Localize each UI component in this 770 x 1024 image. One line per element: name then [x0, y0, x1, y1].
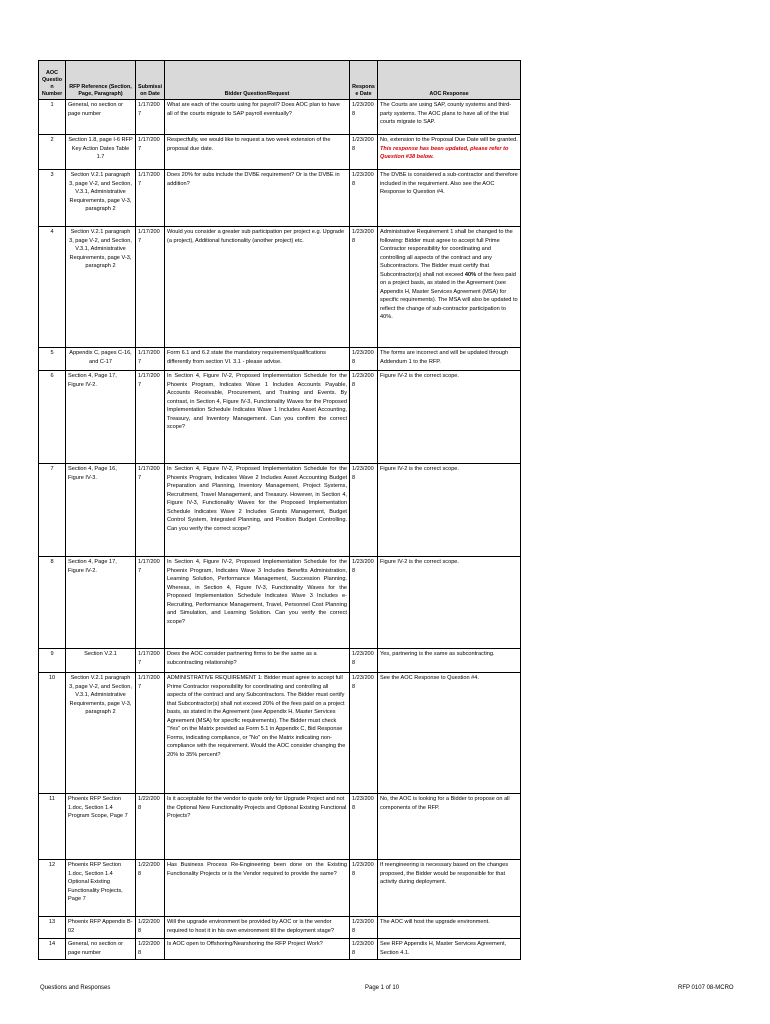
question-number: 1 — [39, 100, 66, 135]
response-date: 1/23/2008 — [350, 917, 378, 939]
col-header-response-date: Response Date — [350, 61, 378, 100]
question-number: 10 — [39, 673, 66, 794]
bidder-question: Will the upgrade environment be provided by AOC or is the vendor required to host it in his own environment till the deployment stage? — [165, 917, 350, 939]
bidder-question: Is it acceptable for the vendor to quote only for Upgrade Project and not the Optional New Functionality Projects and Optional Existing Functional Projects? — [165, 794, 350, 860]
submission-date: 1/17/2007 — [136, 135, 165, 170]
response-date: 1/23/2008 — [350, 371, 378, 464]
table-row — [39, 939, 521, 960]
question-number: 7 — [39, 464, 66, 557]
rfp-reference: Phoenix RFP Appendix B-02 — [66, 917, 136, 939]
rfp-reference: Phoenix RFP Section 1.doc, Section 1.4 Optional Existing Functionality Projects, Page 7 — [66, 860, 136, 917]
rfp-reference: Section 4, Page 16, Figure IV-3. — [66, 464, 136, 557]
submission-date: 1/17/2007 — [136, 371, 165, 464]
bidder-question: Does the AOC consider partnering firms to be the same as a subcontracting relationship? — [165, 649, 350, 673]
aoc-response: See the AOC Response to Question #4. — [378, 673, 521, 794]
col-header-aoc-response: AOC Response — [378, 61, 521, 100]
response-date: 1/23/2008 — [350, 100, 378, 135]
bidder-question: Does 20% for subs include the DVBE requirement? Or is the DVBE in addition? — [165, 170, 350, 227]
rfp-reference: Section 4, Page 17, Figure IV-2. — [66, 371, 136, 464]
question-number: 4 — [39, 227, 66, 348]
bidder-question: Respectfully, we would like to request a two week extension of the proposal due date. — [165, 135, 350, 170]
submission-date: 1/17/2007 — [136, 348, 165, 371]
bidder-question: Is AOC open to Offshoring/Nearshoring the RFP Project Work? — [165, 939, 350, 960]
question-number: 13 — [39, 917, 66, 939]
aoc-response: The forms are incorrect and will be updated through Addendum 1 to the RFP. — [378, 348, 521, 371]
question-number: 14 — [39, 939, 66, 960]
aoc-response — [378, 135, 521, 170]
bidder-question: What are each of the courts using for payroll? Does AOC plan to have all of the courts migrate to SAP payroll eventually? — [165, 100, 350, 135]
response-date: 1/23/2008 — [350, 794, 378, 860]
response-date: 1/23/2008 — [350, 135, 378, 170]
aoc-response: Figure IV-2 is the correct scope. — [378, 557, 521, 649]
response-date: 1/23/2008 — [350, 227, 378, 348]
aoc-response: No, the AOC is looking for a Bidder to propose on all components of the RFP. — [378, 794, 521, 860]
qa-table — [38, 60, 521, 960]
rfp-reference: Section 1.8, page I-6 RFP Key Action Dates Table 1.7 — [66, 135, 136, 170]
aoc-response: Yes, partnering is the same as subcontracting. — [378, 649, 521, 673]
submission-date: 1/17/2007 — [136, 673, 165, 794]
question-number: 12 — [39, 860, 66, 917]
rfp-reference: Section 4, Page 17, Figure IV-2. — [66, 557, 136, 649]
submission-date: 1/22/2008 — [136, 794, 165, 860]
table-row — [39, 464, 521, 557]
response-date: 1/23/2008 — [350, 557, 378, 649]
aoc-response: If reengineering is necessary based on the changes proposed, the Bidder would be responsible for that activity during deployment. — [378, 860, 521, 917]
response-date: 1/23/2008 — [350, 464, 378, 557]
table-row — [39, 100, 521, 135]
aoc-response — [378, 227, 521, 348]
response-date: 1/23/2008 — [350, 939, 378, 960]
response-date: 1/23/2008 — [350, 348, 378, 371]
table-row — [39, 794, 521, 860]
question-number: 3 — [39, 170, 66, 227]
table-row — [39, 860, 521, 917]
rfp-reference: General, no section or page number — [66, 939, 136, 960]
header-row — [39, 61, 521, 100]
col-header-submission-date: Submission Date — [136, 61, 165, 100]
col-header-rfp-reference: RFP Reference (Section, Page, Paragraph) — [66, 61, 136, 100]
rfp-reference: Phoenix RFP Section 1.doc, Section 1.4 Program Scope, Page 7 — [66, 794, 136, 860]
table-row — [39, 227, 521, 348]
aoc-response: Figure IV-2 is the correct scope. — [378, 464, 521, 557]
footer-page-number: Page 1 of 10 — [365, 985, 400, 991]
footer-rfp-number: RFP 0107 08-MCRO — [678, 985, 734, 991]
question-number: 9 — [39, 649, 66, 673]
bidder-question: Would you consider a greater sub participation per project e.g. Upgrade (a project), Additional functionality (another project) etc. — [165, 227, 350, 348]
update-note: This response has been updated, please refer to Question #38 below. — [380, 145, 509, 160]
submission-date: 1/17/2007 — [136, 227, 165, 348]
response-date: 1/23/2008 — [350, 649, 378, 673]
percentage-highlight: 40% — [464, 271, 477, 278]
submission-date: 1/22/2008 — [136, 939, 165, 960]
submission-date: 1/17/2007 — [136, 170, 165, 227]
rfp-reference: Section V.2.1 paragraph 3, page V-2, and Section, V.3.1, Administrative Requirements, page V-3, paragraph 2 — [66, 227, 136, 348]
submission-date: 1/22/2008 — [136, 860, 165, 917]
submission-date: 1/17/2007 — [136, 557, 165, 649]
question-number: 5 — [39, 348, 66, 371]
rfp-reference: General, no section or page number — [66, 100, 136, 135]
rfp-reference: Section V.2.1 paragraph 3, page V-2, and Section, V.3.1, Administrative Requirements, page V-3, paragraph 2 — [66, 170, 136, 227]
bidder-question: In Section 4, Figure IV-2, Proposed Implementation Schedule for the Phoenix Program, Indicates Wave 1 Includes Accounts Payable, Accounts Receivable, Procurement, and Training and Events. By contrast, in Section 4, Figure IV-3, Functionality Waves for the Proposed Implementation Schedule Indicates Wave 1 Includes Asset Accounting, Treasury, and Inventory Management. Can you confirm the correct scope? — [165, 371, 350, 464]
bidder-question: In Section 4, Figure IV-2, Proposed Implementation Schedule for the Phoenix Program, Indicates Wave 3 Includes Benefits Administration, Learning Solution, Performance Management, Succession Planning. Whereas, in Section 4, Figure IV-3, Functionality Waves for the Proposed Implementation Schedule Indicates Wave 3 Includes e-Recruiting, Performance Management, Travel, Personnel Cost Planning and Simulation, and Learning Solution. Can you verify the correct scope? — [165, 557, 350, 649]
response-date: 1/23/2008 — [350, 860, 378, 917]
bidder-question: In Section 4, Figure IV-2, Proposed Implementation Schedule for the Phoenix Program, Indicates Wave 2 Includes Asset Accounting Budget Preparation and Planning, Inventory Management, Project Systems, Recruitment, Travel Management, and Treasury. However, in Section 4, Figure IV-3, Functionality Waves for the Proposed Implementation Schedule Indicates Wave 2 Includes Grants Management, Budget Control System, Integrated Planning, and Position Budget Controlling. Can you verify the correct scope? — [165, 464, 350, 557]
bidder-question: ADMINISTRATIVE REQUIREMENT 1: Bidder must agree to accept full Prime Contractor responsibility for coordinating and controlling all aspects of the contract and any Subcontractors. The Bidder must certify that Subcontractor(s) shall not exceed 20% of the fees paid on a project basis, as stated in the Agreement (see Appendix H, Master Services Agreement (MSA) for specific requirements). The Bidder must check "Yes" on the Matrix provided as Form 5.1 in Appendix C, Bid Response Forms, indicating compliance, or "No" on the Matrix indicating non-compliance with the requirement. Would the AOC consider changing the 20% to 35% percent? — [165, 673, 350, 794]
col-header-bidder-question: Bidder Question/Request — [165, 61, 350, 100]
response-date: 1/23/2008 — [350, 673, 378, 794]
table-row — [39, 557, 521, 649]
aoc-response: The AOC will host the upgrade environment. — [378, 917, 521, 939]
question-number: 8 — [39, 557, 66, 649]
aoc-response: The DVBE is considered a sub-contractor and therefore included in the requirement. Also see the AOC Response to Question #4. — [378, 170, 521, 227]
question-number: 11 — [39, 794, 66, 860]
aoc-response-text: No, extension to the Proposal Due Date will be granted. — [380, 137, 518, 143]
submission-date: 1/17/2007 — [136, 464, 165, 557]
table-row — [39, 348, 521, 371]
table-row — [39, 170, 521, 227]
qa-table-container — [38, 60, 520, 960]
bidder-question: Form 6.1 and 6.2 state the mandatory requirement/qualifications differently from section VI. 3.1 - please advise. — [165, 348, 350, 371]
rfp-reference: Section V.2.1 — [66, 649, 136, 673]
aoc-response: See RFP Appendix H, Master Services Agreement, Section 4.1. — [378, 939, 521, 960]
rfp-reference: Section V.2.1 paragraph 3, page V-2, and Section, V.3.1, Administrative Requirements, page V-3, paragraph 2 — [66, 673, 136, 794]
aoc-response: Figure IV-2 is the correct scope. — [378, 371, 521, 464]
aoc-response-text: Administrative Requirement 1 shall be changed to the following: Bidder must agree to accept full Prime Contractor responsibility for coordinating and controlling all aspects of the contract and any Subcontractors. The Bidder must certify that Subcontractor(s) shall not exceed — [380, 229, 513, 278]
response-date: 1/23/2008 — [350, 170, 378, 227]
col-header-question-number: AOC Question Number — [39, 61, 66, 100]
bidder-question: Has Business Process Re-Engineering been done on the Existing Functionality Projects or is the Vendor required to provide the same? — [165, 860, 350, 917]
rfp-reference: Appendix C, pages C-16, and C-17 — [66, 348, 136, 371]
question-number: 6 — [39, 371, 66, 464]
aoc-response: The Courts are using SAP, county systems and third-party systems. The AOC plans to have all of the trial courts migrate to SAP. — [378, 100, 521, 135]
submission-date: 1/17/2007 — [136, 649, 165, 673]
footer-document-title: Questions and Responses — [40, 985, 111, 991]
submission-date: 1/17/2007 — [136, 100, 165, 135]
question-number: 2 — [39, 135, 66, 170]
table-row — [39, 371, 521, 464]
table-row — [39, 917, 521, 939]
table-row — [39, 649, 521, 673]
aoc-response-text: of the fees paid on a project basis, as stated in the Agreement (see Appendix H, Master Services Agreement (MSA) for specific requirements). The MSA will also be updated to reflect the change of sub-contractor participation to 40%. — [380, 271, 518, 320]
table-row — [39, 673, 521, 794]
submission-date: 1/22/2008 — [136, 917, 165, 939]
table-row — [39, 135, 521, 170]
